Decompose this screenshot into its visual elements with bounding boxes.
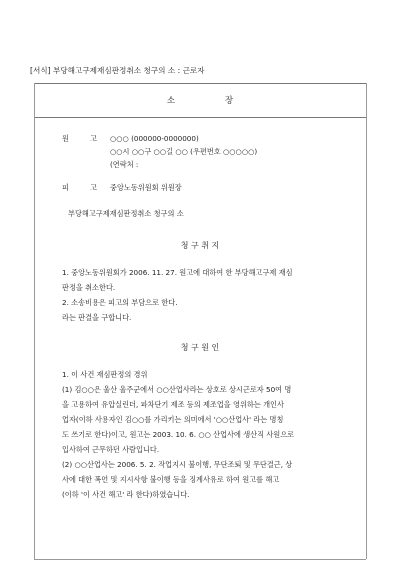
defendant-label-2: 고 xyxy=(90,183,97,192)
defendant-label-1: 피 xyxy=(62,183,69,192)
purpose-heading: 청 구 취 지 xyxy=(180,241,220,250)
cause-line: 사에 대한 폭언 및 지시사항 불이행 등을 징계사유로 하여 원고를 해고 xyxy=(62,475,280,484)
cause-line: 업자(이하 사용자인 김○○를 가리키는 의미에서 '○○산업사' 라는 명칭 xyxy=(62,415,284,424)
left-border xyxy=(34,83,35,559)
plaintiff-contact: (연락처 : xyxy=(110,160,139,169)
title-char-1: 소 xyxy=(166,95,175,105)
purpose-line: 판정을 취소한다. xyxy=(62,283,116,292)
top-rule xyxy=(34,83,366,84)
cause-line: (1) 김○○은 울산 울주군에서 ○○산업사라는 상호로 상시근로자 50여 명 xyxy=(62,385,292,394)
cause-heading: 청 구 원 인 xyxy=(180,343,220,352)
plaintiff-label-2: 고 xyxy=(90,134,97,143)
defendant-name: 중앙노동위원회 위원장 xyxy=(110,183,182,192)
plaintiff-label-1: 원 xyxy=(62,134,69,143)
right-border xyxy=(366,83,367,559)
purpose-line: 2. 소송비용은 피고의 부담으로 한다. xyxy=(62,298,178,307)
plaintiff-name: ○○○ (000000-0000000) xyxy=(110,134,199,143)
cause-line: 입사하여 근무하던 사람입니다. xyxy=(62,445,160,454)
cause-line: 1. 이 사건 재심판정의 경위 xyxy=(62,370,148,379)
plaintiff-address: ○○시 ○○구 ○○길 ○○ (우편번호 ○○○○○) xyxy=(110,147,258,156)
cause-line: (2) ○○산업사는 2006. 5. 2. 작업지시 불이행, 무단조퇴 및 무단결근, 상 xyxy=(62,460,293,469)
purpose-line: 1. 중앙노동위원회가 2006. 11. 27. 원고에 대하여 한 부당해고구제 재심 xyxy=(62,268,293,277)
form-header: [서식] 부당해고구제재심판정취소 청구의 소 : 근로자 xyxy=(30,66,205,75)
title-char-2: 장 xyxy=(225,95,234,105)
purpose-line: 라는 판결을 구합니다. xyxy=(62,313,132,322)
bottom-rule xyxy=(34,559,366,560)
title-divider xyxy=(34,117,366,118)
case-name: 부당해고구제재심판정취소 청구의 소 xyxy=(68,209,184,218)
cause-line: 도 쓰기로 한다)이고, 원고는 2003. 10. 6. ○○ 산업사에 생산직 사원으로 xyxy=(62,430,295,439)
cause-line: (이하 '이 사건 해고' 라 한다)하였습니다. xyxy=(62,490,190,499)
document-title xyxy=(0,95,400,105)
cause-line: 을 고용하여 유압실린더, 파차단기 제조 등의 제조업을 영위하는 개인사 xyxy=(62,400,284,409)
